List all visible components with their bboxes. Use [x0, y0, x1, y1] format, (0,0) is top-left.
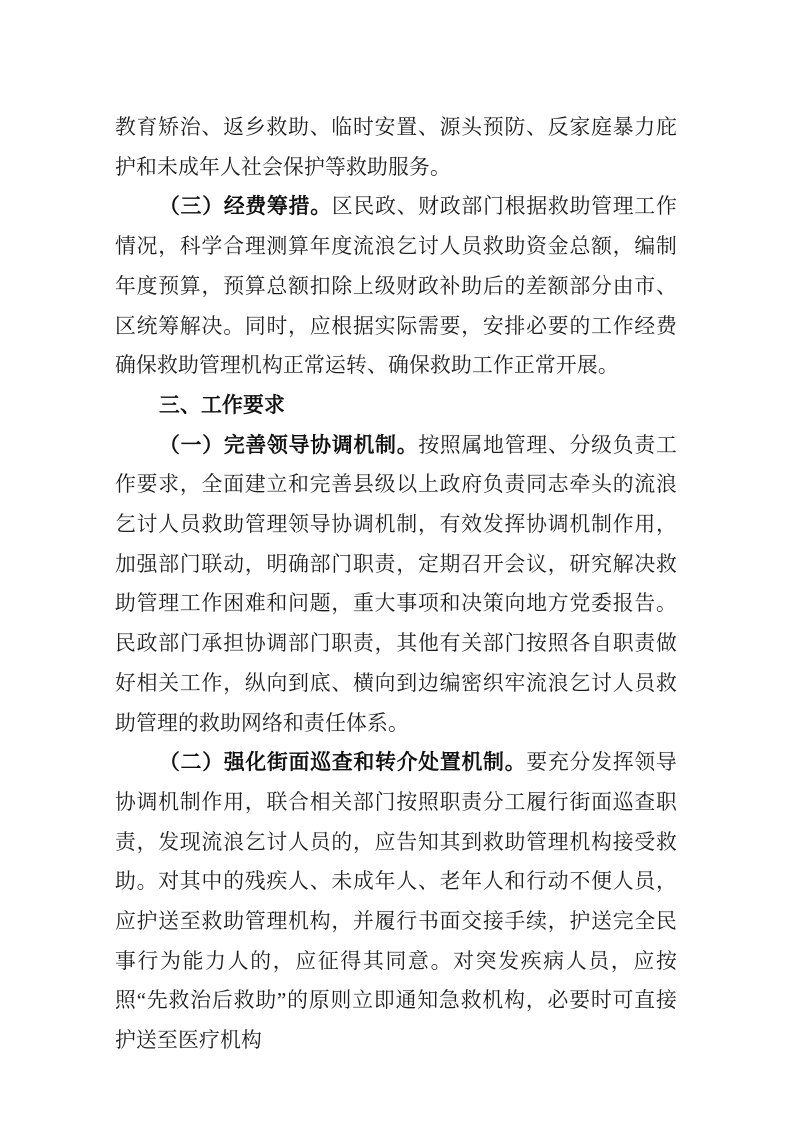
paragraph-coordination-mechanism-lead: （一）完善领导协调机制。 [159, 433, 419, 457]
paragraph-funding-text: 区民政、财政部门根据救助管理工作情况，科学合理测算年度流浪乞讨人员救助资金总额，编制年度预算，预算总额扣除上级财政补助后的差额部分由市、区统筹解决。同时，应根据实际需要，安排必要的工作经费确保救助管理机构正常运转、确保救助工作正常开展。 [115, 195, 677, 378]
paragraph-continuation: 教育矫治、返乡救助、临时安置、源头预防、反家庭暴力庇护和未成年人社会保护等救助服务。 [115, 116, 677, 179]
paragraph-street-patrol-mechanism [115, 743, 677, 1061]
paragraph-street-patrol-mechanism-lead: （二）强化街面巡查和转介处置机制。 [159, 751, 527, 775]
paragraph-street-patrol-mechanism-text: 要充分发挥领导协调机制作用，联合相关部门按照职责分工履行街面巡查职责，发现流浪乞讨人员的，应告知其到救助管理机构接受救助。对其中的残疾人、未成年人、老年人和行动不便人员，应护送至救助管理机构，并履行书面交接手续，护送完全民事行为能力人的，应征得其同意。对突发疾病人员，应按照“先救治后救助”的原则立即通知急救机构，必要时可直接护送至医疗机构 [115, 751, 677, 1053]
paragraph-funding-lead: （三）经费筹措。 [159, 195, 332, 219]
paragraph-funding [115, 187, 677, 386]
section-heading-work-requirements: 三、工作要求 [159, 393, 285, 417]
paragraph-coordination-mechanism [115, 426, 677, 744]
document-content [115, 108, 677, 1061]
paragraph-coordination-mechanism-text: 按照属地管理、分级负责工作要求，全面建立和完善县级以上政府负责同志牵头的流浪乞讨人员救助管理领导协调机制，有效发挥协调机制作用，加强部门联动，明确部门职责，定期召开会议，研究解决救助管理工作困难和问题，重大事项和决策向地方党委报告。民政部门承担协调部门职责，其他有关部门按照各自职责做好相关工作，纵向到底、横向到边编密织牢流浪乞讨人员救助管理的救助网络和责任体系。 [115, 433, 677, 735]
